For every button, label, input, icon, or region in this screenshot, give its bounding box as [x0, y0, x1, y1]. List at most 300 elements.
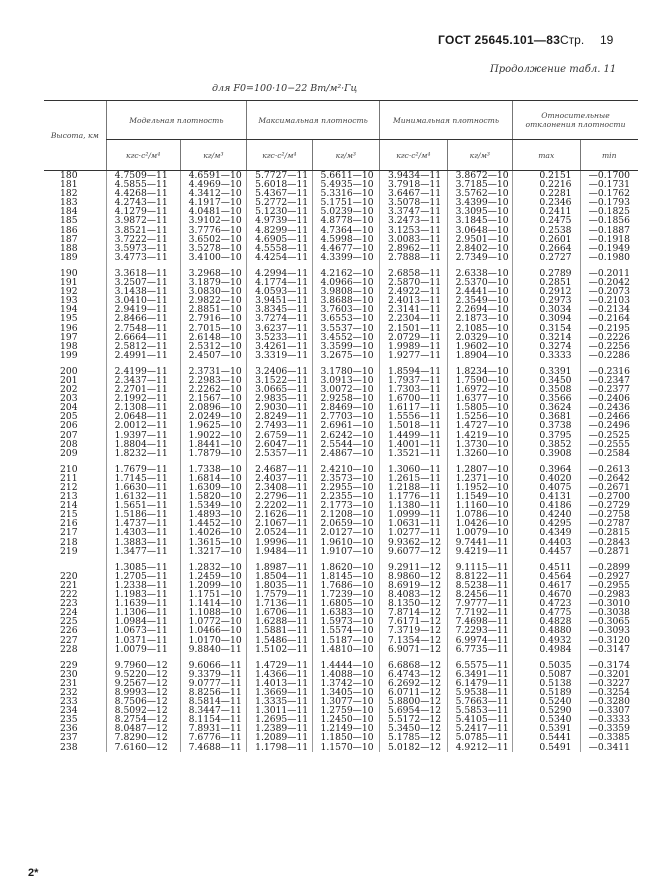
value-cell: 1.4026—10 — [180, 528, 246, 537]
value-cell: 3.2406—11 — [247, 367, 312, 376]
value-cell: 2.7493—11 — [247, 421, 312, 430]
value-cell: 1.6814—10 — [180, 474, 246, 483]
unit-kg-model: кг/м³ — [180, 140, 246, 171]
value-cell: —0.2613 — [580, 465, 638, 474]
value-cell: 8.0487—12 — [106, 724, 180, 733]
value-cell: 1.7679—11 — [106, 465, 180, 474]
value-cell: 0.5189 — [512, 688, 580, 697]
value-cell: 2.0896—10 — [180, 403, 246, 412]
value-cell: 0.2851 — [512, 278, 580, 287]
value-cell: 1.6117—11 — [380, 403, 448, 412]
value-cell: 0.4670 — [512, 590, 580, 599]
height-cell: 225 — [60, 616, 78, 628]
value-cell: 1.5820—10 — [180, 492, 246, 501]
height-cell: 218 — [60, 536, 78, 548]
value-cell: 2.1501—11 — [380, 324, 448, 333]
value-cell: 5.2772—11 — [247, 198, 312, 207]
value-cell: —0.2700 — [580, 492, 638, 501]
height-cell: 190 — [60, 267, 78, 279]
header-relative-deviation: Относительные отклонения плотности — [512, 101, 638, 140]
value-cell: 1.8620—10 — [312, 563, 380, 572]
value-cell: 1.1850—10 — [312, 733, 380, 742]
value-cell: 1.7136—11 — [247, 599, 312, 608]
value-cell: 0.3094 — [512, 314, 580, 323]
value-cell: —0.3280 — [580, 697, 638, 706]
value-cell: 8.9860—12 — [380, 572, 448, 581]
header-model-density: Модельная плотность — [106, 101, 246, 140]
value-cell: 0.5035 — [512, 661, 580, 670]
value-cell: 1.9610—10 — [312, 538, 380, 547]
value-cell: 4.5855—11 — [106, 180, 180, 189]
value-cell: 5.1230—11 — [247, 207, 312, 216]
value-cell: 1.2695—11 — [247, 715, 312, 724]
value-cell: 1.7303—11 — [380, 385, 448, 394]
height-cell: 231 — [60, 677, 78, 689]
value-cell: 5.4935—10 — [312, 180, 380, 189]
value-cell: —0.2899 — [580, 563, 638, 572]
value-cell: 7.8931—11 — [180, 724, 246, 733]
height-cell: 205 — [60, 411, 78, 423]
height-cell: 182 — [60, 188, 78, 200]
value-cell: 7.8714—12 — [380, 608, 448, 617]
value-cell: 1.4810—10 — [312, 645, 380, 654]
value-cell: 1.1549—10 — [447, 492, 512, 501]
value-cell: 3.4261—11 — [247, 342, 312, 351]
value-cell: 9.0777—11 — [180, 679, 246, 688]
value-cell: 5.6611—10 — [312, 171, 380, 181]
value-cell: 3.3095—10 — [447, 207, 512, 216]
value-cell: 0.3034 — [512, 305, 580, 314]
value-cell: 1.4219—10 — [447, 431, 512, 440]
value-cell: —0.2134 — [580, 305, 638, 314]
table-row — [44, 645, 638, 654]
value-cell: 1.8035—11 — [247, 581, 312, 590]
value-cell: 9.6066—11 — [180, 661, 246, 670]
value-cell: 7.7192—11 — [447, 608, 512, 617]
height-cell: 215 — [60, 509, 78, 521]
height-cell: 219 — [60, 545, 78, 557]
value-cell: 0.2411 — [512, 207, 580, 216]
value-cell: 1.6288—11 — [247, 617, 312, 626]
value-cell: 1.2705—11 — [106, 572, 180, 581]
value-cell: 0.5441 — [512, 733, 580, 742]
value-cell: 1.5556—11 — [380, 412, 448, 421]
value-cell: 4.4268—11 — [106, 189, 180, 198]
value-cell: 1.1798—11 — [247, 743, 312, 752]
value-cell: 5.7663—11 — [447, 697, 512, 706]
value-cell: —0.2011 — [580, 269, 638, 278]
height-cell: 222 — [60, 589, 78, 601]
value-cell: 0.3508 — [512, 385, 580, 394]
table-row — [44, 253, 638, 262]
value-cell: 7.3719—12 — [380, 626, 448, 635]
value-cell: 1.7338—10 — [180, 465, 246, 474]
value-cell: 2.4013—11 — [380, 296, 448, 305]
value-cell: 3.7274—11 — [247, 314, 312, 323]
height-cell: 216 — [60, 518, 78, 530]
value-cell: 0.2664 — [512, 244, 580, 253]
value-cell: 2.4441—10 — [447, 287, 512, 296]
value-cell: 3.0830—10 — [180, 287, 246, 296]
density-table — [44, 100, 638, 752]
value-cell: 3.1780—10 — [312, 367, 380, 376]
height-cell: 210 — [60, 463, 78, 475]
value-cell: 1.1160—10 — [447, 501, 512, 510]
value-cell: 3.5973—11 — [106, 244, 180, 253]
value-cell: 0.4186 — [512, 501, 580, 510]
value-cell: 2.6148—10 — [180, 333, 246, 342]
value-cell: —0.3065 — [580, 617, 638, 626]
value-cell: 1.0786—10 — [447, 510, 512, 519]
value-cell: 2.6664—11 — [106, 333, 180, 342]
value-cell: 3.0083—11 — [380, 235, 448, 244]
value-cell: 8.6919—12 — [380, 581, 448, 590]
value-cell: 1.2759—10 — [312, 706, 380, 715]
value-cell: 1.3335—11 — [247, 697, 312, 706]
value-cell: 1.8904—10 — [447, 351, 512, 360]
value-cell: —0.3227 — [580, 679, 638, 688]
value-cell: 1.0772—10 — [180, 617, 246, 626]
value-cell: 3.4399—10 — [447, 198, 512, 207]
value-cell: 0.2216 — [512, 180, 580, 189]
unit-kgs-model: кгс·с²/м⁴ — [106, 140, 180, 171]
value-cell: 1.8234—10 — [447, 367, 512, 376]
value-cell: 4.3412—10 — [180, 189, 246, 198]
value-cell: 8.7506—12 — [106, 697, 180, 706]
value-cell: 5.1751—10 — [312, 198, 380, 207]
value-cell: 5.6954—12 — [380, 706, 448, 715]
value-cell: —0.1700 — [580, 171, 638, 181]
value-cell: —0.2195 — [580, 324, 638, 333]
value-cell: 0.3795 — [512, 431, 580, 440]
value-cell: 3.5078—11 — [380, 198, 448, 207]
value-cell: 4.6591—10 — [180, 171, 246, 181]
value-cell: 5.8800—12 — [380, 697, 448, 706]
value-cell: 4.4677—10 — [312, 244, 380, 253]
value-cell: 0.2346 — [512, 198, 580, 207]
signature-mark: 2* — [28, 867, 39, 879]
value-cell: —0.1918 — [580, 235, 638, 244]
page-number: 19 — [600, 33, 614, 47]
value-cell: 2.0659—10 — [312, 519, 380, 528]
value-cell: 2.2262—10 — [180, 385, 246, 394]
value-cell: 2.4922—11 — [380, 287, 448, 296]
value-cell: 2.4507—10 — [180, 351, 246, 360]
value-cell: 2.2955—10 — [312, 483, 380, 492]
value-cell: 1.2338—11 — [106, 581, 180, 590]
value-cell: 1.9989—11 — [380, 342, 448, 351]
value-cell: 0.4564 — [512, 572, 580, 581]
value-cell: 1.6377—10 — [447, 394, 512, 403]
value-cell: 0.3450 — [512, 376, 580, 385]
height-cell: 188 — [60, 242, 78, 254]
height-cell: 226 — [60, 625, 78, 637]
height-cell: 234 — [60, 705, 78, 717]
value-cell: 9.7441—11 — [447, 538, 512, 547]
height-cell: 229 — [60, 659, 78, 671]
value-cell: 3.1879—10 — [180, 278, 246, 287]
value-cell: 3.3618—11 — [106, 269, 180, 278]
height-cell: 211 — [60, 472, 78, 484]
value-cell: 1.7239—10 — [312, 590, 380, 599]
value-cell: 3.8672—10 — [447, 171, 512, 181]
value-cell: 1.6706—11 — [247, 608, 312, 617]
value-cell: 2.2701—11 — [106, 385, 180, 394]
value-cell: 1.5805—10 — [447, 403, 512, 412]
value-cell: —0.2466 — [580, 412, 638, 421]
value-cell: 2.9258—10 — [312, 394, 380, 403]
value-cell: 6.3491—11 — [447, 670, 512, 679]
value-cell: 0.3908 — [512, 449, 580, 458]
height-cell: 197 — [60, 331, 78, 343]
value-cell: 1.3521—11 — [380, 449, 448, 458]
height-cell: 214 — [60, 500, 78, 512]
value-cell: —0.2347 — [580, 376, 638, 385]
value-cell: 0.4020 — [512, 474, 580, 483]
value-cell: 1.5486—11 — [247, 636, 312, 645]
value-cell: 8.8122—11 — [447, 572, 512, 581]
value-cell: 1.3669—11 — [247, 688, 312, 697]
value-cell: 1.5186—11 — [106, 510, 180, 519]
value-cell: —0.3333 — [580, 715, 638, 724]
value-cell: 3.4773—11 — [106, 253, 180, 262]
value-cell: 3.1438—11 — [106, 287, 180, 296]
value-cell: 1.3011—11 — [247, 706, 312, 715]
value-cell: 5.3316—10 — [312, 189, 380, 198]
value-cell: —0.2073 — [580, 287, 638, 296]
value-cell: 3.6553—10 — [312, 314, 380, 323]
table-row — [44, 351, 638, 360]
value-cell: 3.3319—11 — [247, 351, 312, 360]
value-cell: 3.8521—11 — [106, 226, 180, 235]
value-cell: 1.9484—11 — [247, 547, 312, 556]
value-cell: —0.3147 — [580, 645, 638, 654]
value-cell: 1.0277—11 — [380, 528, 448, 537]
value-cell: 2.1308—11 — [106, 403, 180, 412]
value-cell: 1.4452—10 — [180, 519, 246, 528]
unit-max: max — [512, 140, 580, 171]
value-cell: 1.4444—10 — [312, 661, 380, 670]
value-cell: 2.0249—10 — [180, 412, 246, 421]
height-cell: 237 — [60, 732, 78, 744]
height-cell: 186 — [60, 224, 78, 236]
height-cell: 181 — [60, 179, 78, 191]
value-cell: 2.3573—10 — [312, 474, 380, 483]
value-cell: 2.4867—10 — [312, 449, 380, 458]
value-cell: 1.3077—10 — [312, 697, 380, 706]
value-cell: 2.1873—10 — [447, 314, 512, 323]
value-cell: 1.7686—10 — [312, 581, 380, 590]
value-cell: —0.2927 — [580, 572, 638, 581]
height-cell: 184 — [60, 206, 78, 218]
value-cell: —0.3411 — [580, 743, 638, 752]
value-cell: 0.3681 — [512, 412, 580, 421]
value-cell: 3.2968—10 — [180, 269, 246, 278]
value-cell: 3.9102—10 — [180, 216, 246, 225]
value-cell: —0.3359 — [580, 724, 638, 733]
value-cell: 8.1154—11 — [180, 715, 246, 724]
value-cell: 1.3883—11 — [106, 538, 180, 547]
value-cell: 3.9872—11 — [106, 216, 180, 225]
value-cell: 1.4303—11 — [106, 528, 180, 537]
value-cell: 5.5172—12 — [380, 715, 448, 724]
value-cell: 1.1952—10 — [447, 483, 512, 492]
value-cell: 1.2089—11 — [247, 733, 312, 742]
value-cell: 4.1917—10 — [180, 198, 246, 207]
value-cell: 1.6700—11 — [380, 394, 448, 403]
value-cell: 2.0012—11 — [106, 421, 180, 430]
value-cell: —0.2671 — [580, 483, 638, 492]
value-cell: 4.5998—10 — [312, 235, 380, 244]
value-cell: 6.9974—11 — [447, 636, 512, 645]
value-cell: 1.0984—11 — [106, 617, 180, 626]
value-cell: 2.2983—10 — [180, 376, 246, 385]
value-cell: —0.2406 — [580, 394, 638, 403]
unit-kgs-max: кгс·с²/м⁴ — [247, 140, 312, 171]
value-cell: 0.4775 — [512, 608, 580, 617]
value-cell: 3.6467—11 — [380, 189, 448, 198]
value-cell: 0.5491 — [512, 743, 580, 752]
value-cell: 2.4037—11 — [247, 474, 312, 483]
value-cell: 3.5537—10 — [312, 324, 380, 333]
height-cell: 180 — [60, 170, 78, 181]
value-cell: 1.5973—10 — [312, 617, 380, 626]
value-cell: 1.9996—11 — [247, 538, 312, 547]
value-cell: 0.3738 — [512, 421, 580, 430]
height-cell: 199 — [60, 349, 78, 361]
value-cell: 1.0999—11 — [380, 510, 448, 519]
height-cell: 209 — [60, 447, 78, 459]
value-cell: 1.8504—11 — [247, 572, 312, 581]
value-cell: —0.1793 — [580, 198, 638, 207]
value-cell: 1.4893—10 — [180, 510, 246, 519]
value-cell: 2.4991—11 — [106, 351, 180, 360]
value-cell: 6.7735—11 — [447, 645, 512, 654]
value-cell: 5.0239—10 — [312, 207, 380, 216]
value-cell: 2.8962—11 — [380, 244, 448, 253]
value-cell: 1.2459—10 — [180, 572, 246, 581]
height-cell: 233 — [60, 696, 78, 708]
value-cell: 6.4743—12 — [380, 670, 448, 679]
value-cell: 0.4240 — [512, 510, 580, 519]
value-cell: 0.3852 — [512, 440, 580, 449]
value-cell: 2.0329—10 — [447, 333, 512, 342]
value-cell: 2.1085—10 — [447, 324, 512, 333]
value-cell: 1.2615—11 — [380, 474, 448, 483]
value-cell: 1.5256—10 — [447, 412, 512, 421]
value-cell: 1.0631—11 — [380, 519, 448, 528]
value-cell: 2.8402—10 — [447, 244, 512, 253]
value-cell: 0.5340 — [512, 715, 580, 724]
value-cell: 3.7185—10 — [447, 180, 512, 189]
value-cell: 9.2911—12 — [380, 563, 448, 572]
value-cell: 1.3742—10 — [312, 679, 380, 688]
value-cell: 1.2149—10 — [312, 724, 380, 733]
value-cell: 2.7888—11 — [380, 253, 448, 262]
value-cell: 1.8232—11 — [106, 449, 180, 458]
value-cell: —0.2815 — [580, 528, 638, 537]
value-cell: 5.4367—11 — [247, 189, 312, 198]
height-cell: 238 — [60, 741, 78, 753]
value-cell: 1.5018—11 — [380, 421, 448, 430]
value-cell: 1.8987—11 — [247, 563, 312, 572]
value-cell: 2.8469—10 — [312, 403, 380, 412]
value-cell: 8.9993—12 — [106, 688, 180, 697]
height-cell: 230 — [60, 668, 78, 680]
height-cell: 189 — [60, 251, 78, 263]
value-cell: 5.5853—11 — [447, 706, 512, 715]
height-cell: 202 — [60, 384, 78, 396]
value-cell: 4.0481—10 — [180, 207, 246, 216]
value-cell: 1.1983—11 — [106, 590, 180, 599]
value-cell: 2.7349—10 — [447, 253, 512, 262]
value-cell: 2.9030—11 — [247, 403, 312, 412]
value-cell: 0.5290 — [512, 706, 580, 715]
value-cell: 1.6805—10 — [312, 599, 380, 608]
value-cell: 2.2694—10 — [447, 305, 512, 314]
height-cell: 200 — [60, 365, 78, 377]
value-cell: 0.5240 — [512, 697, 580, 706]
value-cell: —0.2496 — [580, 421, 638, 430]
header-height: Высота, км — [44, 101, 106, 171]
value-cell: 0.3274 — [512, 342, 580, 351]
height-cell: 213 — [60, 491, 78, 503]
value-cell: 8.8256—11 — [180, 688, 246, 697]
value-cell: 1.4729—11 — [247, 661, 312, 670]
value-cell: 4.2743—11 — [106, 198, 180, 207]
value-cell: 1.8145—10 — [312, 572, 380, 581]
value-cell: 2.3437—11 — [106, 376, 180, 385]
value-cell: 2.6759—11 — [247, 431, 312, 440]
value-cell: 1.3260—10 — [447, 449, 512, 458]
value-cell: 2.2202—11 — [247, 501, 312, 510]
value-cell: 2.2796—11 — [247, 492, 312, 501]
value-cell: 2.2304—11 — [380, 314, 448, 323]
height-cell: 203 — [60, 393, 78, 405]
height-cell: 207 — [60, 429, 78, 441]
value-cell: 3.0665—11 — [247, 385, 312, 394]
value-cell: —0.2584 — [580, 449, 638, 458]
value-cell: 1.5349—10 — [180, 501, 246, 510]
value-cell: 2.5370—10 — [447, 278, 512, 287]
value-cell: 1.6972—10 — [447, 385, 512, 394]
value-cell: 1.9107—10 — [312, 547, 380, 556]
value-cell: 4.9739—11 — [247, 216, 312, 225]
page-label: Стр. — [560, 33, 585, 47]
value-cell: —0.2758 — [580, 510, 638, 519]
value-cell: 5.1785—12 — [380, 733, 448, 742]
value-cell: 3.4100—10 — [180, 253, 246, 262]
value-cell: —0.2436 — [580, 403, 638, 412]
value-cell: 1.9277—11 — [380, 351, 448, 360]
value-cell: 3.4552—10 — [312, 333, 380, 342]
value-cell: 3.0072—10 — [312, 385, 380, 394]
value-cell: 7.4688—11 — [180, 743, 246, 752]
height-cell: 227 — [60, 634, 78, 646]
value-cell: 0.3566 — [512, 394, 580, 403]
value-cell: 5.4105—11 — [447, 715, 512, 724]
value-cell: 4.1774—11 — [247, 278, 312, 287]
value-cell: 2.6338—10 — [447, 269, 512, 278]
value-cell: 1.3730—10 — [447, 440, 512, 449]
value-cell: 4.3399—10 — [312, 253, 380, 262]
value-cell: —0.2729 — [580, 501, 638, 510]
value-cell: 1.5102—11 — [247, 645, 312, 654]
value-cell: 1.1088—10 — [180, 608, 246, 617]
value-cell: 1.5574—10 — [312, 626, 380, 635]
table-row — [44, 547, 638, 556]
value-cell: —0.2256 — [580, 342, 638, 351]
